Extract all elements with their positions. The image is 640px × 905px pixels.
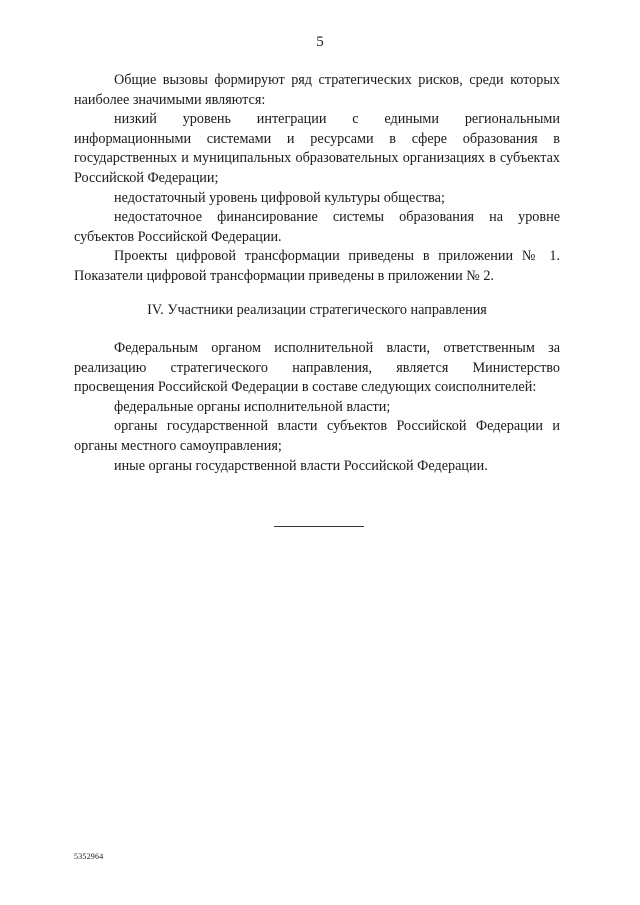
paragraph-appendix-refs: Проекты цифровой трансформации приведены в приложении № 1. Показатели цифровой трансформации приведены в приложении № 2. bbox=[74, 248, 560, 284]
risks-section bbox=[74, 71, 560, 287]
document-id: 5352964 bbox=[74, 852, 104, 861]
paragraph-intro: Общие вызовы формируют ряд стратегических рисков, среди которых наиболее значимыми являются: bbox=[74, 72, 560, 108]
paragraph-risk-funding: недостаточное финансирование системы образования на уровне субъектов Российской Федерации. bbox=[74, 209, 560, 245]
section-heading: IV. Участники реализации стратегического направления bbox=[147, 302, 487, 318]
paragraph-risk-culture: недостаточный уровень цифровой культуры общества; bbox=[114, 189, 445, 206]
page-number: 5 bbox=[316, 34, 324, 50]
paragraph-responsible-body: Федеральным органом исполнительной власти, ответственным за реализацию стратегического направления, является Министерство просвещения Российской Федерации в составе следующих соисполнителей: bbox=[74, 340, 560, 396]
paragraph-other-bodies: иные органы государственной власти Российской Федерации. bbox=[114, 457, 488, 474]
participants-section bbox=[74, 339, 560, 476]
end-of-text-rule bbox=[274, 526, 364, 527]
paragraph-federal-bodies: федеральные органы исполнительной власти; bbox=[114, 398, 391, 415]
paragraph-risk-integration: низкий уровень интеграции с едиными региональными информационными системами и ресурсами в сфере образования в государственных и муниципальных образовательных организациях в субъектах Российской Федерации; bbox=[74, 111, 560, 186]
paragraph-regional-bodies: органы государственной власти субъектов Российской Федерации и органы местного самоуправления; bbox=[74, 418, 560, 454]
